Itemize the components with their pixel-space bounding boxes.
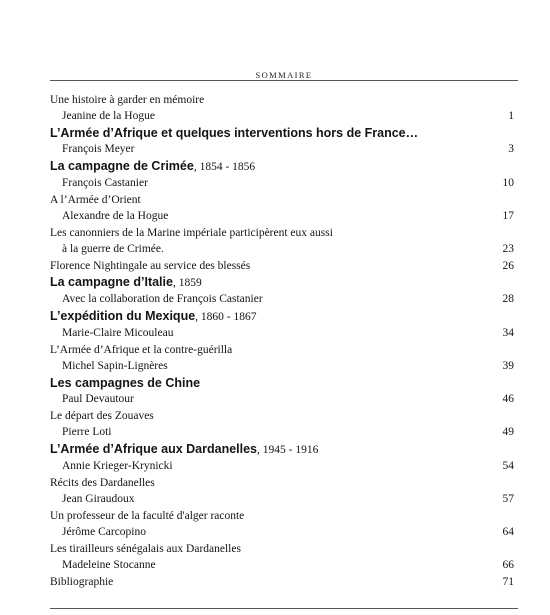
toc-entry [50,342,518,375]
toc-entry-page-number: 34 [502,327,514,339]
toc-entry-title-text: Un professeur de la faculté d'alger raconte [50,510,245,522]
toc-entry-page-number: 17 [502,210,514,222]
toc-entry [50,225,518,258]
toc-entry-page-number: 66 [502,559,514,571]
toc-entry-author: Jérôme Carcopino [62,526,146,538]
toc-entry-title [50,225,333,241]
toc-entry-page-number: 71 [502,576,514,588]
toc-entry [50,192,518,225]
toc-entry-dates: , 1860 - 1867 [195,311,257,323]
toc-entry-title-text: A l’Armée d’Orient [50,194,141,206]
toc-entry-title-text: Les tirailleurs sénégalais aux Dardanelles [50,543,241,555]
toc-entry-title [50,541,241,557]
toc-entry-page-number: 3 [508,143,514,155]
toc-entry-title [50,441,318,458]
toc-entry [50,125,518,158]
toc-entry-title-text: La campagne d’Italie [50,275,173,289]
toc-entry-page-number: 26 [502,260,514,272]
toc-entry-author: Paul Devautour [62,393,134,405]
toc-entry-title-text: Bibliographie [50,576,114,588]
toc-entry-title-text: Récits des Dardanelles [50,477,155,489]
toc-entry-author: Marie-Claire Micouleau [62,327,174,339]
toc-entry-page-number: 10 [502,177,514,189]
toc-entry-title [50,92,204,108]
toc-entry-title-text: L’Armée d’Afrique et la contre-guérilla [50,344,233,356]
toc-entry [50,408,518,441]
toc-entry-author: Annie Krieger-Krynicki [62,460,173,472]
toc-entry-page-number: 28 [502,293,514,305]
toc-entry-title-text: Florence Nightingale au service des blessés [50,260,251,272]
toc-entry [50,308,518,342]
toc-entry-page-number: 57 [502,493,514,505]
toc-entry-author: François Castanier [62,177,148,189]
toc-entry-dates: , 1945 - 1916 [257,444,319,456]
toc-entry-title [50,158,255,175]
toc-entry-title-text: L’expédition du Mexique [50,309,196,323]
toc-entry-title [50,192,141,208]
toc-entry-page-number: 49 [502,426,514,438]
toc-entry [50,541,518,574]
toc-entry-page-number: 46 [502,393,514,405]
bottom-rule [50,608,518,609]
toc-entry-title-text: Les campagnes de Chine [50,376,201,390]
toc-entry [50,574,518,590]
toc-entry-author: Jean Giraudoux [62,493,135,505]
toc-entry-author: Avec la collaboration de François Castanier [62,293,263,305]
header-rule [50,80,518,81]
toc-entry-title [50,408,154,424]
toc-entry-author: Michel Sapin-Lignères [62,360,168,372]
toc-entry-page-number: 54 [502,460,514,472]
toc-entry-title-text: La campagne de Crimée [50,159,194,173]
toc-entry-dates: , 1859 [172,277,202,289]
toc-entry-dates: , 1854 - 1856 [193,161,256,173]
toc-entry [50,92,518,125]
toc-entry-title [50,375,200,391]
toc-entry [50,158,518,192]
toc-entry [50,274,518,308]
toc-entry-author: à la guerre de Crimée. [62,243,164,255]
toc-entry-author: Jeanine de la Hogue [62,110,155,122]
toc-entry-title [50,475,155,491]
toc-entry-title-text: L’Armée d’Afrique et quelques interventions hors de France… [50,126,419,140]
toc-entry-title-text: L’Armée d’Afrique aux Dardanelles [50,442,258,456]
toc-entry-author: François Meyer [62,143,135,155]
toc-entry-author: Pierre Loti [62,426,112,438]
toc-entry-page-number: 23 [502,243,514,255]
toc-entry-page-number: 39 [502,360,514,372]
toc-entry-page-number: 64 [502,526,514,538]
toc-entry-title [50,274,202,291]
toc-entry-page-number: 1 [508,110,514,122]
toc-list [50,92,518,590]
toc-entry-title [50,574,113,590]
toc-entry [50,375,518,408]
toc-entry-title [50,508,244,524]
toc-entry-title [50,125,418,141]
toc-entry [50,475,518,508]
toc-entry-title [50,342,232,358]
toc-entry-author: Madeleine Stocanne [62,559,156,571]
toc-entry-author: Alexandre de la Hogue [62,210,169,222]
toc-entry-title-text: Le départ des Zouaves [50,410,154,422]
toc-entry [50,258,518,274]
toc-entry [50,441,518,475]
toc-entry-title [50,308,257,325]
toc-entry [50,508,518,541]
page-header: SOMMAIRE [255,70,313,80]
toc-entry-title-text: Une histoire à garder en mémoire [50,94,205,106]
toc-entry-title-text: Les canonniers de la Marine impériale participèrent eux aussi [50,227,333,239]
toc-entry-title [50,258,250,274]
